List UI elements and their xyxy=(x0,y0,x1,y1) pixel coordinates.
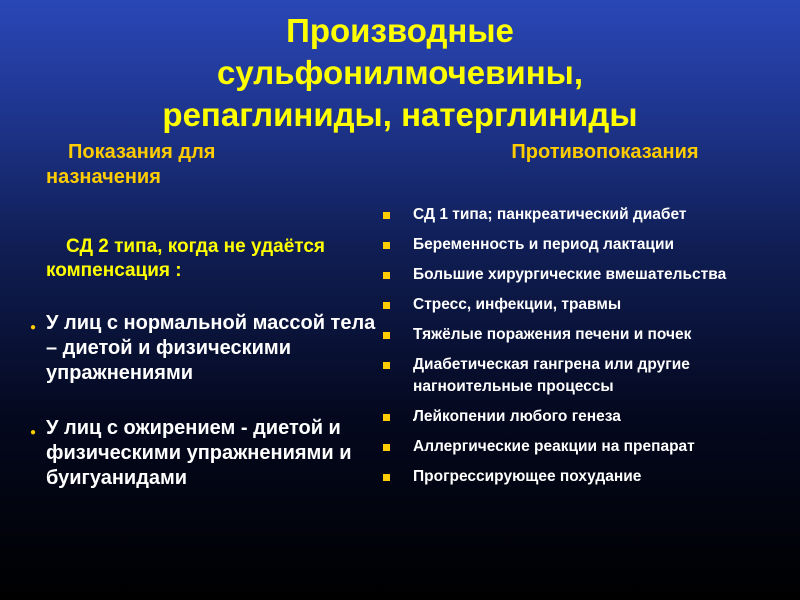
indications-list-item xyxy=(30,416,380,491)
contraindications-list-item-text: СД 1 типа; панкреатический диабет xyxy=(413,206,687,223)
square-bullet-icon xyxy=(383,212,390,219)
indications-list xyxy=(30,311,380,491)
contraindications-list-item xyxy=(383,324,783,346)
square-bullet-icon xyxy=(383,414,390,421)
indications-list-item-text: У лиц с ожирением - диетой и физическими упражнениями и буигуанидами xyxy=(46,417,352,489)
contraindications-list-item xyxy=(383,204,783,226)
slide-title-line-1: Производные xyxy=(286,12,514,49)
indications-list-item-text: У лиц с нормальной массой тела – диетой и физическими упражнениями xyxy=(46,312,376,384)
contraindications-list-item xyxy=(383,234,783,256)
square-bullet-icon xyxy=(383,302,390,309)
indications-heading-line-1: Показания для xyxy=(68,141,216,163)
contraindications-list-item xyxy=(383,466,783,488)
contraindications-heading: Противопоказания xyxy=(511,141,699,163)
contraindications-list-item-text: Беременность и период лактации xyxy=(413,236,675,253)
bullet-icon: ● xyxy=(30,322,37,333)
contraindications-list-item-text: Аллергические реакции на препарат xyxy=(413,438,695,455)
contraindications-list-item-text: Диабетическая гангрена или другие нагноительные процессы xyxy=(413,356,690,395)
contraindications-list-item-text: Тяжёлые поражения печени и почек xyxy=(413,326,692,343)
bullet-icon: ● xyxy=(30,427,37,438)
indications-subheading-line-1: СД 2 типа, когда не удаётся xyxy=(66,236,325,257)
indications-subheading-line-2: компенсация : xyxy=(46,260,182,281)
contraindications-list-item-text: Прогрессирующее похудание xyxy=(413,468,642,485)
contraindications-list-item-text: Стресс, инфекции, травмы xyxy=(413,296,622,313)
slide-title-line-2: сульфонилмочевины, xyxy=(217,54,583,91)
square-bullet-icon xyxy=(383,444,390,451)
indications-heading xyxy=(30,140,380,190)
indications-subheading xyxy=(30,235,380,283)
slide-title-line-3: репаглиниды, натерглиниды xyxy=(162,96,638,133)
indications-column xyxy=(30,140,380,521)
square-bullet-icon xyxy=(383,242,390,249)
indications-list-item xyxy=(30,311,380,386)
contraindications-list-item xyxy=(383,354,783,398)
contraindications-list xyxy=(383,204,783,496)
square-bullet-icon xyxy=(383,362,390,369)
contraindications-list-item-text: Большие хирургические вмешательства xyxy=(413,266,727,283)
square-bullet-icon xyxy=(383,332,390,339)
contraindications-list-item-text: Лейкопении любого генеза xyxy=(413,408,621,425)
indications-heading-line-2: назначения xyxy=(46,166,161,188)
slide-title xyxy=(0,10,800,136)
contraindications-list-item xyxy=(383,406,783,428)
contraindications-list-item xyxy=(383,264,783,286)
contraindications-list-item xyxy=(383,294,783,316)
square-bullet-icon xyxy=(383,474,390,481)
contraindications-list-item xyxy=(383,436,783,458)
square-bullet-icon xyxy=(383,272,390,279)
